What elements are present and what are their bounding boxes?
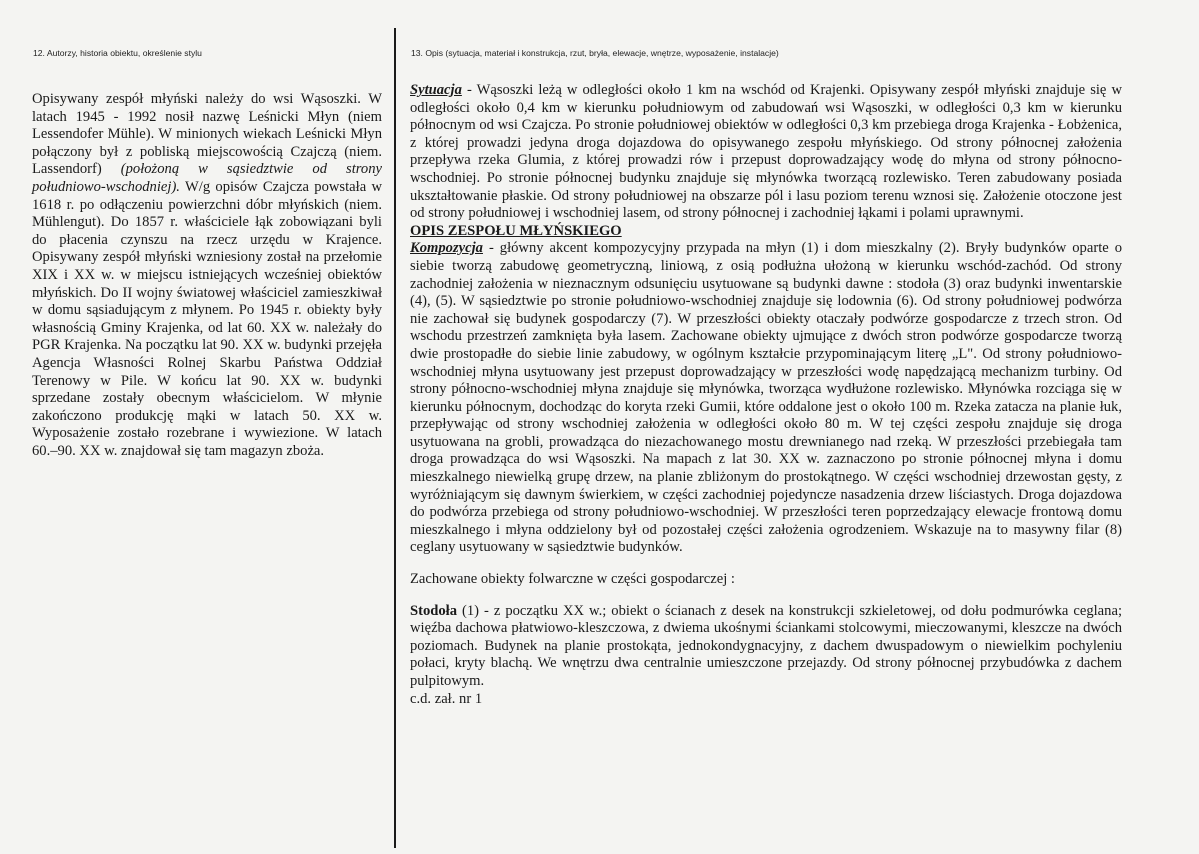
continuation-note: c.d. zał. nr 1 xyxy=(410,690,483,707)
stodola-paragraph xyxy=(410,603,1122,691)
kompozycja-body: - główny akcent kompozycyjny przypada na młyn (1) i dom mieszkalny (2). Bryły budynków oparte o siebie tworzą zabudowę geometryczną, liniową, z osią podłużna ułożoną w kierunku wschód-zachód. Od strony zachodniej założenia w nieznacznym odsunięciu usytuowane są budynki dawne : stodoła (3) oraz budynki inwentarskie (4), (5). W sąsiedztwie po stronie południowo-wschodniej znajduje się lodownia (6). Od strony południowej podwórza nie zachował się budynek gospodarczy (7). W przeszłości obiekty otaczały podwórze gospodarcze z trzech stron. Od wschodu przestrzeń zamknięta była lasem. Zachowane obiekty ujmujące z dwóch stron podwórze gospodarcze tworzą dwie prostopadłe do siebie linie zabudowy, w ogólnym kształcie przypominającym literę „L". Od strony południowo-wschodniej młyna usytuowany jest przepust doprowadzający w przeszłości wodę napędzającą mechanizm turbiny. Od strony północno-wschodniej młyna znajduje się młynówka, tworząca wydłużone rozlewisko. Młynówka rozciąga się w kierunku północnym, dochodząc do koryta rzeki Gumii, które oddalone jest o około 100 m. Rzeka zatacza na planie łuk, przepływając od strony wschodniej założenia w odległości około 80 m. W tej części zespołu znajduje się droga usytuowana na grobli, prowadząca do niezachowanego mostu drewnianego nad rzeką. W przeszłości przebiegała tam droga prowadząca do wsi Wąsoszki. Na mapach z lat 30. XX w. zaznaczono po stronie północnej młyna i domu mieszkalnego niewielką grupę drzew, na planie zbliżonym do prostokątnego. W części wschodniej drzewostan gęsty, z wyróżniającym się dawnym świerkiem, w części zachodniej pojedyncze nasadzenia drzew liściastych. Droga dojazdowa do podwórza przebiega od strony południowo-wschodniej. W przeszłości teren poprzedzający elewacje frontową domu mieszkalnego i młyna oddzielony był od pozostałej części założenia ogrodzeniem. Wskazuje na to masywny filar (8) ceglany usytuowany w sąsiedztwie budynków. xyxy=(410,240,1122,556)
left-column-header: 12. Autorzy, historia obiektu, określenie stylu xyxy=(33,48,202,58)
history-text-part2: W/g opisów Czajcza powstała w 1618 r. po odłączeniu powierzchni dóbr młyńskich (niem. Mühlengut). Do 1857 r. właściciele łąk zobowiązani byli do płacenia czynszu na rzecz urzędu w Krajence. Opisywany zespół młyński wzniesiony został na przełomie XIX i XX w. w miejscu istniejących wcześniej obiektów młyńskich. Do II wojny światowej właściciel zamieszkiwał w domu sąsiadującym z młynem. Po 1945 r. obiekty były własnością Gminy Krajenka, od lat 60. XX w. należały do PGR Krajenka. Na początku lat 90. XX w. budynki przejęła Agencja Własności Rolnej Skarbu Państwa Oddział Terenowy w Pile. W końcu lat 90. XX w. budynki sprzedane zostały obecnym właścicielom. W młynie zakończono produkcję mąki w latach 50. XX w. Wyposażenie zostało rozebrane i wywiezione. W latach 60.–90. XX w. znajdował się tam magazyn zboża. xyxy=(32,178,382,459)
left-column xyxy=(0,0,394,854)
sytuacja-paragraph xyxy=(410,82,1122,223)
sytuacja-body: - Wąsoszki leżą w odległości około 1 km na wschód od Krajenki. Opisywany zespół młyński znajduje się w odległości około 0,4 km w kierunku południowym od zabudowań wsi Wąsoszki, w odległości 0,3 km w kierunku północnym od wsi Czajcza. Po stronie południowej obiektów w odległości 0,3 km przebiega droga Krajenka - Łobżenica, z której prowadzi jedyna droga dojazdowa do opisywanego zespołu młyńskiego. Od strony północnej założenia przepływa rzeka Glumia, z której prowadzi rów i przepust doprowadzający wodę do młyna od strony północno-wschodniej. Po stronie północnej budynku znajduje się młynówka tworzącą rozlewisko. Teren zabudowany posiada ukształtowanie płaskie. Od strony południowej na obszarze pól i lasu poziom terenu wznosi się. Założenie otoczone jest od strony południowej i wschodniej lasem, od strony północnej i zachodniej łąkami i polami uprawnymi. xyxy=(410,82,1122,222)
history-text xyxy=(32,91,382,460)
stodola-lead: Stodoła xyxy=(410,602,458,619)
section-title: OPIS ZESPOŁU MŁYŃSKIEGO xyxy=(410,222,622,239)
kompozycja-paragraph xyxy=(410,240,1122,557)
kompozycja-lead: Kompozycja xyxy=(410,240,483,257)
zachowane-paragraph: Zachowane obiekty folwarczne w części gospodarczej : xyxy=(410,571,735,588)
description-text xyxy=(410,82,1122,708)
right-column xyxy=(396,0,1199,854)
sytuacja-lead: Sytuacja xyxy=(410,82,462,98)
history-text-part1: Opisywany zespół młyński należy do wsi Wąsoszki. W latach 1945 - 1992 nosił nazwę Leśnicki Młyn (niem Lessendofer Mühle). W minionych wiekach Leśnicki Młyn połączony był z pobliską miejscowością Czajczą (niem. Lassendorf) xyxy=(32,91,382,178)
history-text-italic: (położoną w sąsiedztwie od strony południowo-wschodniej). xyxy=(32,161,382,195)
right-column-header: 13. Opis (sytuacja, materiał i konstrukcja, rzut, bryła, elewacje, wnętrze, wyposażenie, instalacje) xyxy=(411,48,779,58)
stodola-body: (1) - z początku XX w.; obiekt o ścianach z desek na konstrukcji szkieletowej, od dołu podmurówka ceglana; więźba dachowa płatwiowo-kleszczowa, z dwiema ukośnymi ściankami stolcowymi, mieczowanymi, kleszcze na dwóch poziomach. Budynek na planie prostokąta, jednokondygnacyjny, z dachem dwuspadowym o niewielkim pochyleniu połaci, kryty blachą. We wnętrzu dwa centralnie umieszczone przejazdy. Od strony północnej przybudówka z dachem pulpitowym. xyxy=(410,602,1122,689)
